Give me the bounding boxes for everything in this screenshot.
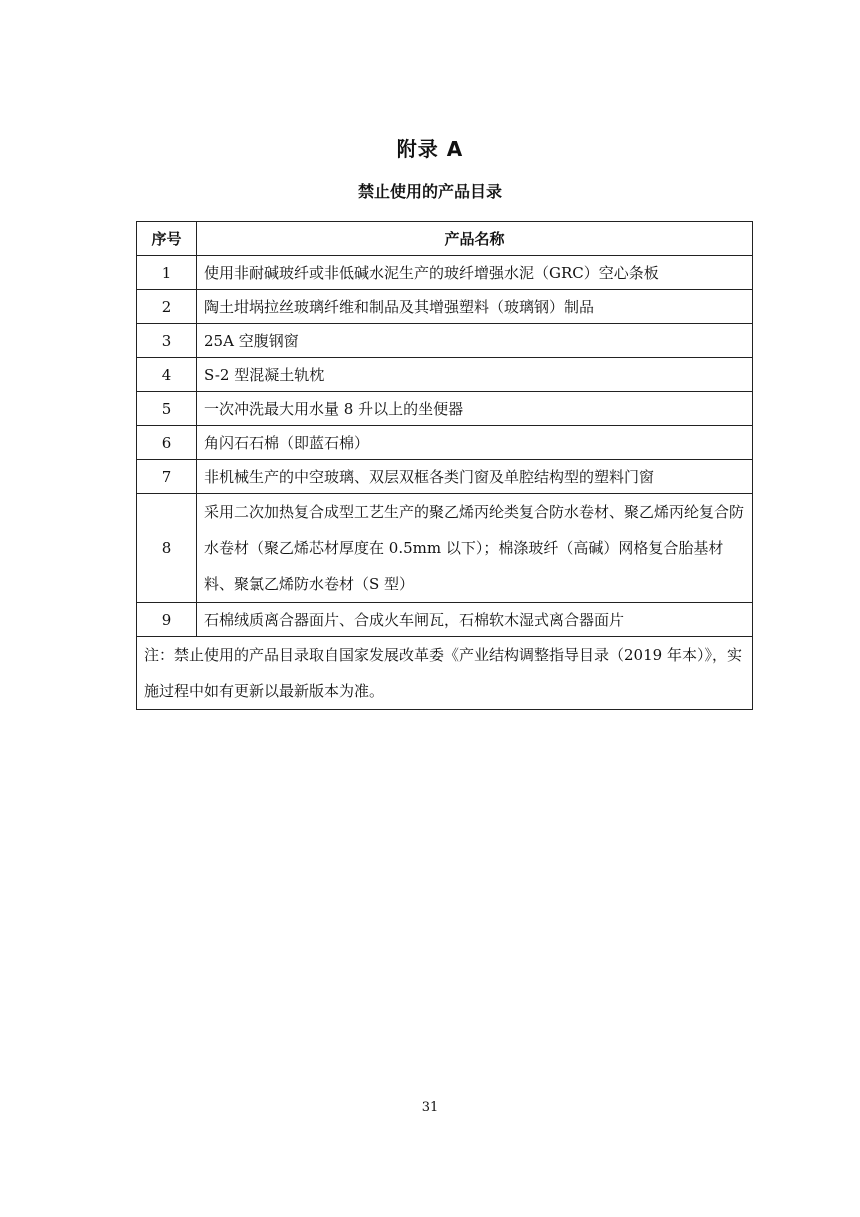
row-product-name: 一次冲洗最大用水量 8 升以上的坐便器: [197, 392, 753, 426]
row-serial-number: 6: [137, 426, 197, 460]
row-product-name: 25A 空腹钢窗: [197, 324, 753, 358]
row-product-name: 采用二次加热复合成型工艺生产的聚乙烯丙纶类复合防水卷材、聚乙烯丙纶复合防水卷材（聚乙烯芯材厚度在 0.5mm 以下）；棉涤玻纤（高碱）网格复合胎基材料、聚氯乙烯防水卷材（S 型）: [197, 494, 753, 603]
row-serial-number: 3: [137, 324, 197, 358]
table-row: [137, 460, 753, 494]
table-row: [137, 426, 753, 460]
table-row: [137, 392, 753, 426]
row-product-name: S-2 型混凝土轨枕: [197, 358, 753, 392]
table-title: 禁止使用的产品目录: [357, 182, 502, 201]
header-serial-number: 序号: [137, 222, 197, 256]
row-serial-number: 9: [137, 603, 197, 637]
table-row: [137, 603, 753, 637]
row-serial-number: 1: [137, 256, 197, 290]
row-product-name: 石棉绒质离合器面片、合成火车闸瓦，石棉软木湿式离合器面片: [197, 603, 753, 637]
table-row: [137, 290, 753, 324]
table-row: [137, 324, 753, 358]
header-product-name: 产品名称: [197, 222, 753, 256]
table-row: [137, 358, 753, 392]
table-header-row: [137, 222, 753, 256]
row-product-name: 角闪石石棉（即蓝石棉）: [197, 426, 753, 460]
row-serial-number: 4: [137, 358, 197, 392]
appendix-title: 附录 A: [396, 137, 464, 161]
row-serial-number: 8: [137, 494, 197, 603]
row-serial-number: 5: [137, 392, 197, 426]
row-product-name: 非机械生产的中空玻璃、双层双框各类门窗及单腔结构型的塑料门窗: [197, 460, 753, 494]
row-product-name: 陶土坩埚拉丝玻璃纤维和制品及其增强塑料（玻璃钢）制品: [197, 290, 753, 324]
table-note: 注：禁止使用的产品目录取自国家发展改革委《产业结构调整指导目录（2019 年本）》，实施过程中如有更新以最新版本为准。: [137, 637, 753, 710]
row-serial-number: 2: [137, 290, 197, 324]
table-note-row: [137, 637, 753, 710]
table-row: [137, 256, 753, 290]
row-serial-number: 7: [137, 460, 197, 494]
prohibited-products-table: [136, 221, 753, 710]
row-product-name: 使用非耐碱玻纤或非低碱水泥生产的玻纤增强水泥（GRC）空心条板: [197, 256, 753, 290]
page-number: 31: [421, 1100, 439, 1115]
table-row: [137, 494, 753, 603]
